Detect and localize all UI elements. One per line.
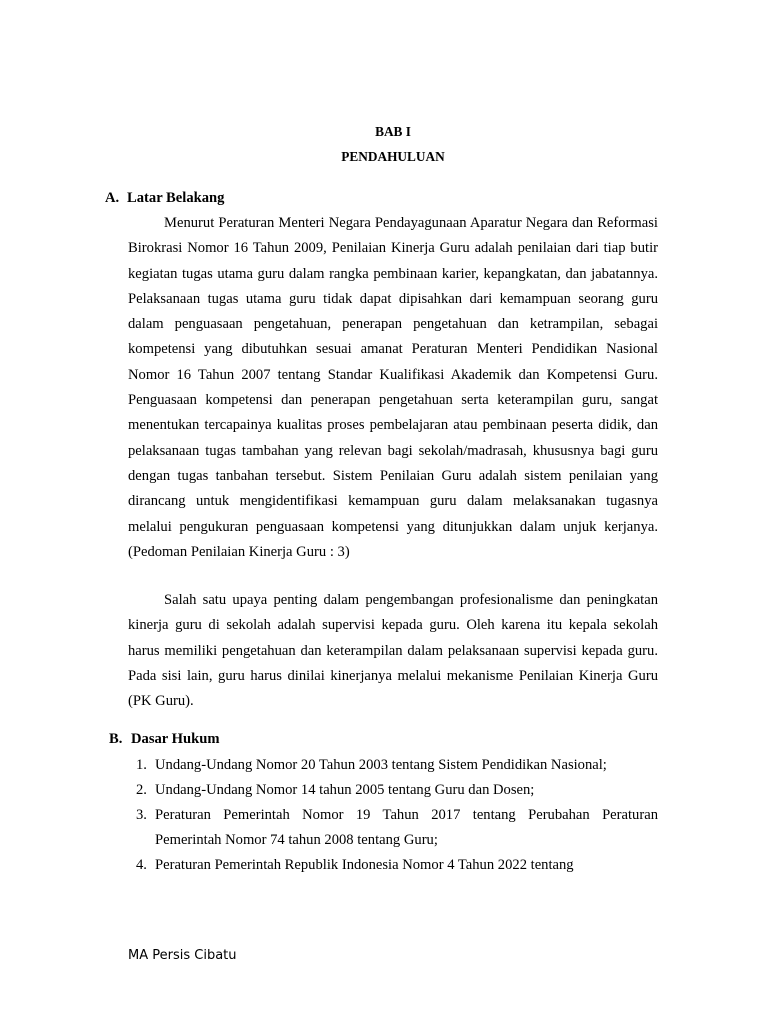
list-number: 3. — [136, 807, 147, 823]
section-heading-dasar-hukum — [109, 731, 220, 748]
section-title: Dasar Hukum — [131, 731, 220, 747]
list-item — [128, 753, 658, 778]
chapter-title: PENDAHULUAN — [341, 149, 445, 164]
chapter-number: BAB I — [375, 124, 411, 139]
section-letter: B. — [109, 731, 123, 747]
list-item — [128, 778, 658, 803]
list-item — [128, 803, 658, 853]
list-text: Peraturan Pemerintah Nomor 19 Tahun 2017 tentang Perubahan Peraturan Pemerintah Nomor 74 tahun 2008 tentang Guru; — [155, 807, 658, 848]
list-number: 4. — [136, 857, 147, 873]
paragraph — [128, 588, 658, 714]
list-item — [128, 853, 658, 878]
page-footer: MA Persis Cibatu — [128, 948, 237, 963]
section-title: Latar Belakang — [127, 190, 225, 206]
section-heading-latar-belakang — [105, 190, 224, 207]
list-number: 1. — [136, 757, 147, 773]
list-text: Peraturan Pemerintah Republik Indonesia Nomor 4 Tahun 2022 tentang — [155, 857, 574, 873]
list-text: Undang-Undang Nomor 14 tahun 2005 tentang Guru dan Dosen; — [155, 782, 535, 798]
list-number: 2. — [136, 782, 147, 798]
section-letter: A. — [105, 190, 120, 206]
paragraph-text: Menurut Peraturan Menteri Negara Pendayagunaan Aparatur Negara dan Reformasi Birokrasi Nomor 16 Tahun 2009, Penilaian Kinerja Guru adalah penilaian dari tiap butir kegiatan tugas utama guru dalam rangka pembinaan karier, kepangkatan, dan jabatannya. Pelaksanaan tugas utama guru tidak dapat dipisahkan dari kemampuan seorang guru dalam penguasaan pengetahuan, penerapan pengetahuan dan ketrampilan, sebagai kompetensi yang dibutuhkan sesuai amanat Peraturan Menteri Pendidikan Nasional Nomor 16 Tahun 2007 tentang Standar Kualifikasi Akademik dan Kompetensi Guru. Penguasaan kompetensi dan penerapan pengetahuan serta keterampilan guru, sangat menentukan tercapainya kualitas proses pembelajaran atau pembinaan peserta didik, dan pelaksanaan tugas tambahan yang relevan bagi sekolah/madrasah, khususnya bagi guru dengan tugas tanbahan tersebut. Sistem Penilaian Guru adalah sistem penilaian yang dirancang untuk mengidentifikasi kemampuan guru dalam melaksanakan tugasnya melalui pengukuran penguasaan kompetensi yang ditunjukkan dalam unjuk kerjanya. (Pedoman Penilaian Kinerja Guru : 3) — [128, 215, 658, 560]
list-text: Undang-Undang Nomor 20 Tahun 2003 tentang Sistem Pendidikan Nasional; — [155, 757, 607, 773]
paragraph — [128, 211, 658, 565]
paragraph-text: Salah satu upaya penting dalam pengembangan profesionalisme dan peningkatan kinerja guru di sekolah adalah supervisi kepada guru. Oleh karena itu kepala sekolah harus memiliki pengetahuan dan keterampilan dalam pelaksanaan supervisi kepada guru. Pada sisi lain, guru harus dinilai kinerjanya melalui mekanisme Penilaian Kinerja Guru (PK Guru). — [128, 592, 658, 710]
